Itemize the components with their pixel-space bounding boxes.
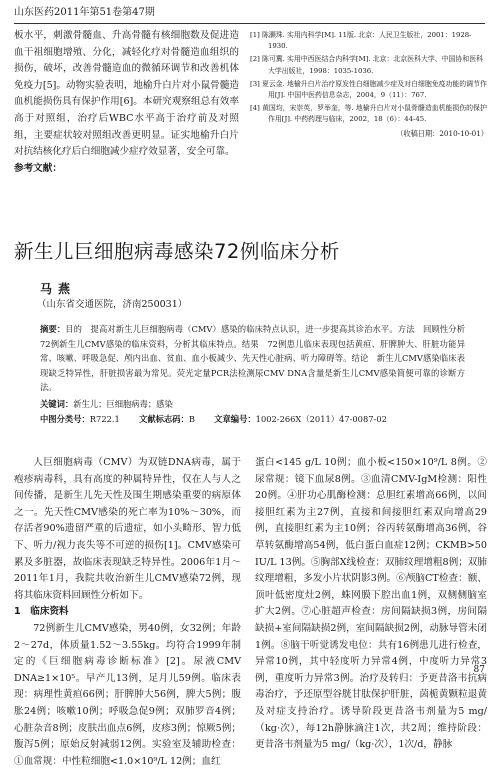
keywords: 新生儿；巨细胞病毒；感染 [73,398,173,409]
intro-paragraph: 人巨细胞病毒（CMV）为双链DNA病毒，属于疱疹病毒科，具有高度的种属特异性，仅在人与人之间传播，是新生儿先天性及围生期感染重要的病原体之一。先天性CMV感染的死亡率为10%～30%，而存活者90%遗留严重的后遗症，如小头畸形、智力低下、听力/视力丧失等不可逆的损伤[1]。CMV感染可累及多脏器，故临床表现缺乏特异性。2006年1月～2011年1月，我院共收治新生儿CMV感染72例，现将其临床资料回顾性分析如下。 [14,457,241,601]
classification-line [40,412,465,427]
abstract-block [40,322,465,426]
references-heading: 参考文献： [14,162,62,174]
doc-code: B [188,413,195,424]
clc-label: 中图分类号： [40,413,90,424]
page-number: 87 [473,665,485,675]
running-header [14,4,485,22]
doc-code-label: 文献标志码： [139,413,189,424]
journal-header: 山东医药2011年第51卷第47期 [14,7,155,18]
reference-item: [2] 陈可冀. 实用中西医结合内科学[M]. 北京：北京医科大学、中国协和医科大学出版社，1998：1035-1036. [250,55,483,75]
abstract [40,322,465,395]
keywords-label: 关键词： [40,398,74,409]
article-number-label: 文章编号： [214,413,256,424]
body-left-column [14,455,241,770]
article-number: 1002-266X（2011）47-0087-02 [255,413,387,424]
clc-number: R722.1 [89,413,120,424]
reference-item: [3] 夏云金. 地榆升白片治疗原发性白细胞减少症及对白细胞免疫功能的调节作用[J]. 中国中医药信息杂志，2004，9（11）：767. [250,79,487,100]
received-date: （收稿日期：2010-10-01） [396,128,488,138]
author-affiliation: （山东省交通医院，济南250031） [37,299,188,310]
author-name: 马燕 [40,282,77,296]
keywords-line [40,397,465,412]
reference-item: [1] 陈灏珠. 实用内科学[M]. 11版. 北京：人民卫生版社，2001：1928-1930. [250,31,472,51]
prev-article-text: 板水平，刺激骨髓血、升高骨髓有核细胞数及促进造血干祖细胞增殖、分化，减轻化疗对骨髓造血组织的损伤，破坏，改善骨髓造血的微循环调节和改善机体免疫力[5]。动物实验表明，地榆升白片对小鼠骨髓造血机能损伤具有保护作用[6]。本研究观察组总有效率高于对照组，治疗后WBC水平高于治疗前及对照组，主要症状较对照组改善更明显。证实地榆升白片对抗结核化疗后白细胞减少症疗效显著，安全可靠。 [14,30,239,158]
abstract-label: 摘要： [40,324,66,334]
header-rule [14,23,485,24]
article-title: 新生儿巨细胞病毒感染72例临床分析 [14,240,340,263]
abstract-text: 目的 提高对新生儿巨细胞病毒（CMV）感染的临床特点认识，进一步提高其诊治水平。方法 回顾性分析72例新生儿CMV感染的临床资料，分析其临床特点。结果 72例患儿临床表现包括黄疸、肝脾肿大、肝脏功能异常、咳嗽、呼吸急促、颅内出血、贫血、血小板减少、先天性心脏病、听力障碍等。结论 新生儿CMV感染临床表现缺乏特异性，肝脏损害最为常见。荧光定量PCR法检测尿CMV DNA含量是新生儿CMV感染简便可靠的诊断方法。 [40,324,465,393]
results-paragraph: 蛋白<145 g/L 10例；血小板<150×10⁹/L 8例。②尿常规：镜下血尿8例。③血清CMV-IgM检测：阳性20例。④肝功心肌酶检测：总胆红素增高66例，以间接胆红素为主27例，直接和间接胆红素双向增高29例，直接胆红素为主10例；谷丙转氨酶增高36例，谷草转氨酶增高54例，低白蛋白血症12例；CKMB>50 IU/L 13例。⑤胸部X线检查：双肺纹理增粗8例；双肺纹理增粗，多发小片状阴影3例。⑥颅脑CT检查：额、顶叶低密度灶2例，蛛网膜下腔出血1例，双侧侧脑室扩大2例。⑦心脏超声检查：房间隔缺损3例，房间隔缺损+室间隔缺损2例，室间隔缺损2例，动脉导管未闭1例。⑧脑干听觉诱发电位：共有16例患儿进行检查，异常10例，其中轻度听力异常4例，中度听力异常3例，重度听力异常3例。治疗及转归：予更昔洛韦抗病毒治疗，予还原型谷胱甘肽保护肝脏，茵栀黄颗粒退黄及对症支持治疗。诱导阶段更昔洛韦剂量为5 mg/（kg·次），每12h静脉滴注1次，共2周；维持阶段：更昔洛韦剂量为5 mg/（kg·次），1次/d，静脉 [255,457,487,751]
prev-article-left-column [14,28,239,177]
clinical-data-paragraph: 72例新生儿CMV感染，男40例，女32例；年龄2～27d，体质量1.52～3.55kg。均符合1999年制定的《巨细胞病毒诊断标准》[2]。尿液CMV DNA≥1×10⁵。早产儿13例，足月儿59例。临床表现：病理性黄疸66例；肝脾肿大56例，脾大5例；腹胀24例；咳嗽10例；呼吸急促9例；双肺罗音4例；心脏杂音8例；皮肤出血点6例，皮疹3例；惊厥5例；腹泻5例；原始反射减弱12例。实验室及辅助检查：①血常规：中性粒细胞<1.0×10⁹/L 12例；血红 [14,622,241,767]
reference-item: [4] 黄国均，宋崇英，罗举奎，等. 地榆升白片对小鼠骨髓造血机能损伤的保护作用[J]. 中药药理与临床，2002，18（6）：44-45. [250,104,487,124]
section-heading: 1 临床资料 [14,606,69,618]
references-list [250,30,488,139]
body-right-column [255,455,487,754]
